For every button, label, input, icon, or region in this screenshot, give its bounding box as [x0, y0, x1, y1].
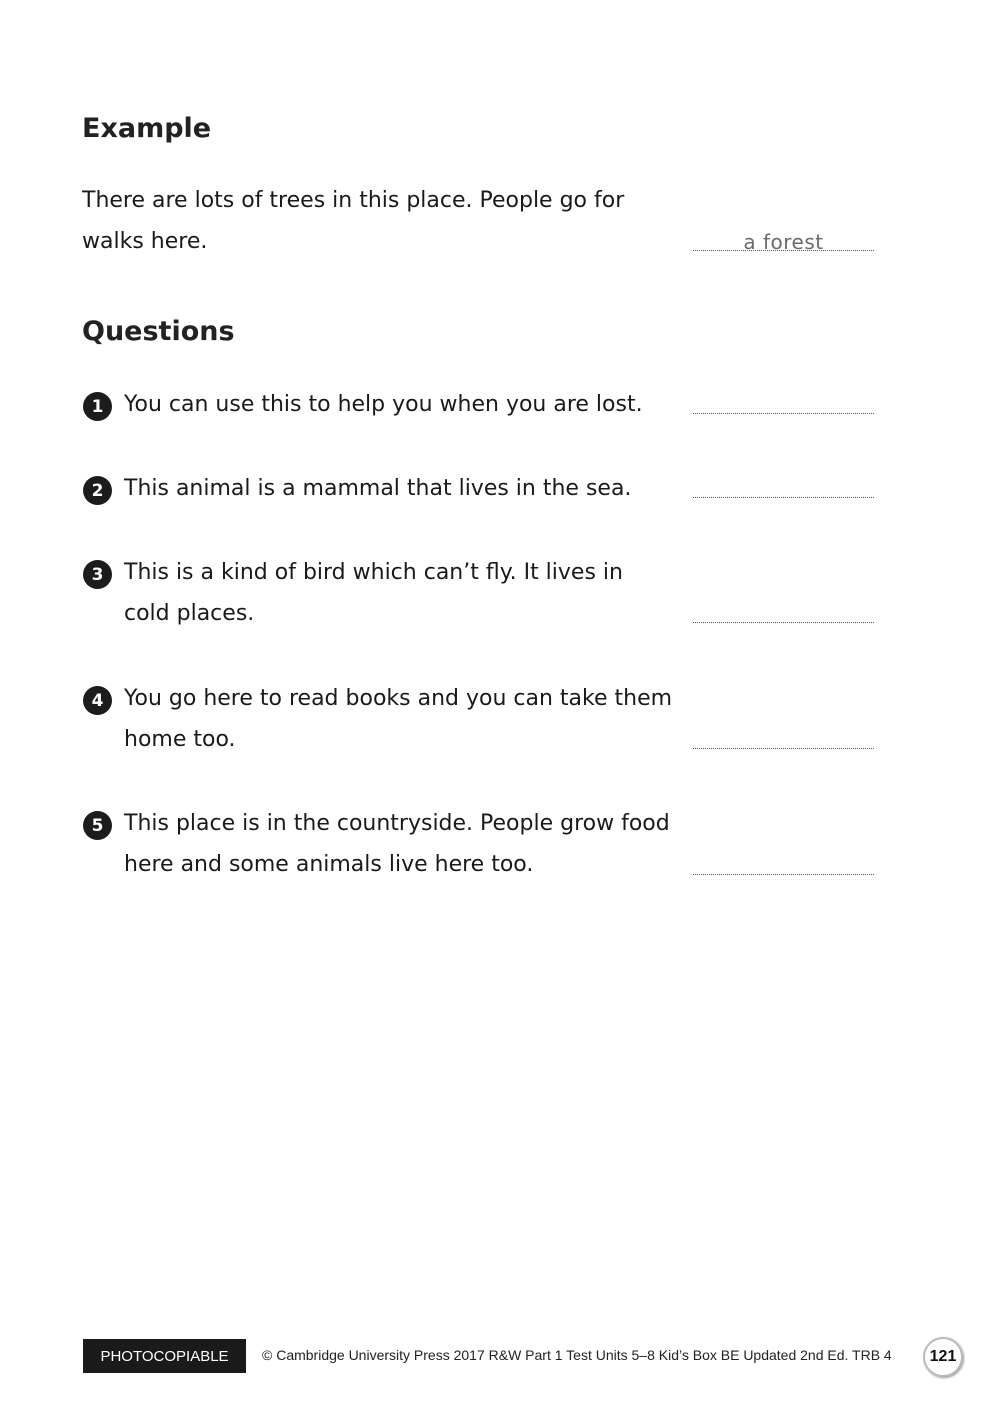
- page-number: 121: [923, 1337, 963, 1377]
- question-4-text-line-1: You go here to read books and you can take them: [124, 686, 673, 711]
- example-answer-field: [693, 222, 874, 254]
- copyright-text: © Cambridge University Press 2017 R&W Part 1 Test Units 5–8 Kid’s Box BE Updated 2nd Ed. TRB 4: [262, 1347, 892, 1363]
- question-4-text-line-2: home too.: [124, 727, 236, 752]
- question-1-text: You can use this to help you when you are lost.: [124, 392, 643, 417]
- example-heading: Example: [82, 113, 212, 144]
- question-3-text-line-2: cold places.: [124, 601, 255, 626]
- question-2-text: This animal is a mammal that lives in the sea.: [124, 476, 632, 501]
- question-5-text-line-2: here and some animals live here too.: [124, 852, 534, 877]
- question-number-badge: 2: [83, 476, 112, 505]
- question-number-badge: 4: [83, 686, 112, 715]
- question-3-answer-field[interactable]: [693, 594, 874, 623]
- example-answer-text: a forest: [743, 230, 824, 254]
- question-3-text-line-1: This is a kind of bird which can’t fly. It lives in: [124, 560, 623, 585]
- example-text-line-2: walks here.: [82, 229, 208, 254]
- photocopiable-badge: PHOTOCOPIABLE: [83, 1339, 246, 1373]
- question-number-badge: 3: [83, 560, 112, 589]
- question-2-answer-field[interactable]: [693, 469, 874, 498]
- questions-heading: Questions: [82, 316, 235, 347]
- question-5-text-line-1: This place is in the countryside. People grow food: [124, 811, 670, 836]
- question-number-badge: 1: [83, 392, 112, 421]
- question-4-answer-field[interactable]: [693, 720, 874, 749]
- question-1-answer-field[interactable]: [693, 385, 874, 414]
- question-5-answer-field[interactable]: [693, 846, 874, 875]
- example-text-line-1: There are lots of trees in this place. People go for: [82, 188, 625, 213]
- question-number-badge: 5: [83, 811, 112, 840]
